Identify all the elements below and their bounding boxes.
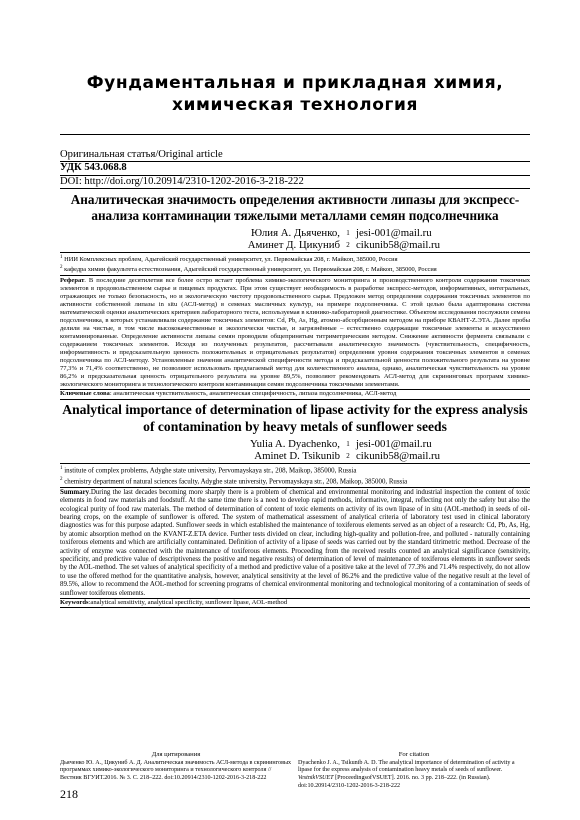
- affiliation-text: chemistry department of natural sciences faculty, Adyghe state university, Pervomayskaya str., 208, Maikop, 385000, Russia: [62, 478, 408, 486]
- keywords-ru: [60, 390, 530, 398]
- affiliations-en: [60, 465, 530, 487]
- affiliation-mark: 2: [60, 265, 63, 271]
- citation-en: [298, 751, 530, 791]
- affiliation-mark: 1: [60, 465, 63, 471]
- keywords-label: Ключевые слова: [60, 390, 110, 398]
- affiliation-line: [60, 465, 530, 476]
- page-number: 218: [60, 787, 78, 801]
- abstract-text: .During the last decades becoming more sharply there is a problem of chemical and environmental monitoring and industrial inspection the content of toxic elements in food raw materials and foodstuff. At the same time there is a need to develop rapid methods, informative, integral, reflecting not only the safety but also the ecological purity of food raw materials. The method of determination of content of toxic elements on activity of its own lipase of in situ (AOL-method) in seeds of oil-bearing crops, on the example of sunflower is offered. The system of mathematical assessment of analytical criteria of laboratory test used in clinical laboratory diagnostics was for this purpose adapted. Sunflower seeds in which established the maintenance of toxiferous elements served as an object of a research: Cd, Pb, As, Hg, by atomic absorption method on the KVANT-Z.ETA device. Further tests divided on clear, including high-quality and pollution-free, and polluted - naturally containing toxiferous elements and which are artificially contaminated. Definition of activity of a lipase of seeds was carried out by the standard titrimetric method. Decrease of the activity of enzyme was connected with the maintenance of toxiferous elements. Proceeding from the received results counted an analytical significance (sensitivity, specificity, and predictive value of descriptiveness the positive and negative results) of determination of level of maintenance of toxiferous elements in sunflower seeds by the AOL-method. The set values of analytical specificity of a method and predictive value of a positive take at the level of 77.3% and 71.4% respectively, do not allow to use the offered method for the quantitative analysis, however, analytical sensitivity at the level of 86.2% and the predictive value of the negative result at the level of 89.5%, allow to recommend the AOL-method for screening programs of chemical environmental monitoring and technological monitoring of a contamination of seeds of sunflower toxiferous elements.: [60, 488, 530, 597]
- citation-text: Дьяченко Ю. А., Цикуниб А. Д. Аналитическая значимость АСЛ-метода в скрининговых программах химико-экологического мониторинга и технологического контроля // Вестник ВГУИТ.2016. № 3. С. 218–222. doi:10.20914/2310-1202-2016-3-218-222: [60, 759, 292, 782]
- authors-en: [224, 438, 530, 463]
- divider: [60, 252, 530, 253]
- affiliations-ru: [60, 254, 530, 275]
- author-email[interactable]: jesi-001@mail.ru: [356, 226, 432, 239]
- affiliation-text: НИИ Комплексных проблем, Адыгейский государственный университет, ул. Первомайская 208, г. Майкоп, 385000, Россия: [62, 256, 398, 264]
- citation-heading: Для цитирования: [151, 751, 201, 758]
- abstract-label: Реферат: [60, 276, 85, 284]
- article-page: [60, 0, 530, 608]
- author-affiliation-mark: 1: [346, 228, 350, 237]
- keywords-en: [60, 599, 530, 607]
- abstract-label: Summary: [60, 488, 90, 496]
- udk-code: УДК 543.068.8: [60, 162, 127, 174]
- citation-text-pre: Dyachenko J. A., Tsikunib A. D. The analytical importance of determination of activity a lipase for the express analysis of contamination heavy metals of seeds of sunflower.: [298, 759, 515, 774]
- author-row: [224, 239, 530, 252]
- author-row: [224, 450, 530, 463]
- citation-ru: [60, 751, 292, 791]
- affiliation-mark: 1: [60, 255, 63, 261]
- article-meta: [60, 149, 530, 189]
- keywords-text: : аналитическая чувствительность, аналитическая специфичность, липаза подсолнечника, АСЛ-метод: [109, 390, 397, 398]
- journal-heading-line2: химическая технология: [171, 95, 419, 115]
- article-type: Оригинальная статья/Original article: [60, 149, 223, 160]
- divider: [60, 463, 530, 464]
- citation-block: [60, 751, 530, 791]
- affiliation-mark: 2: [60, 476, 63, 482]
- author-row: [224, 438, 530, 451]
- citation-journal: VestnikVSUET: [298, 775, 334, 782]
- journal-section-heading: [60, 72, 530, 116]
- divider: [60, 487, 530, 488]
- citation-text-post: [ProceedingsofVSUET]. 2016. no. 3 pp. 218–222. (in Russian). doi:10.20914/2310-1202-2016-3-218-222: [298, 775, 491, 789]
- affiliation-line: [60, 264, 530, 274]
- title-en: Analytical importance of determination of lipase activity for the express analysis of contamination by heavy metals of sunflower seeds: [62, 401, 528, 434]
- author-affiliation-mark: 2: [346, 241, 350, 250]
- journal-heading-line1: Фундаментальная и прикладная химия,: [86, 73, 504, 93]
- title-ru: Аналитическая значимость определения активности липазы для экспресс-анализа контаминации тяжелыми металлами семян подсолнечника: [70, 191, 520, 223]
- author-name: Aminet D. Tsikunib: [254, 450, 340, 463]
- citation-text: [298, 760, 530, 791]
- heading-divider: [60, 134, 530, 135]
- affiliation-text: кафедра химии факультета естествознания, Адыгейский государственный университет, ул. Первомайская 208, г. Майкоп, 385000, Россия: [62, 266, 437, 274]
- author-email[interactable]: cikunib58@mail.ru: [356, 450, 441, 463]
- abstract-en: [60, 489, 530, 598]
- keywords-label: Keywords: [60, 599, 89, 607]
- abstract-ru: [60, 277, 530, 390]
- citation-heading: For citation: [398, 751, 430, 758]
- author-email[interactable]: jesi-001@mail.ru: [356, 437, 432, 450]
- abstract-text: . В последние десятилетия все более остро встает проблема химико-экологического мониторинга и производственного контроля содержания токсичных элементов в продовольственном сырье и пищевых продуктах. При этом существует необходимость в разработке экспресс-методов, информативных, интегральных, отражающих не только безопасность, но и экологическую чистоту продовольственного сырья. Предложен метод определения содержания токсичных элементов по активности собственной липазы in situ (АСЛ-метод) в семенах масличных культур, на примере подсолнечника. С этой целью была адаптирована система математической оценки аналитических критериев лабораторного теста, используемая в клинико-лабораторной диагностике. Объектом исследования послужили семена подсолнечника, в которых устанавливали содержание токсичных элементов: Cd, Pb, As, Hg, атомно-абсорбционным методом на приборе КВАНТ-Z.ЭТА. Далее пробы делили на чистые, в том числе высококачественные и экологически чистые, и загрязнённые – естественно содержащие токсичные элементы и искусственно контаминированные. Определение активности липазы семян проводили общепринятым титриметрическим методом. Снижение активности фермента связывали с содержанием токсичных элементов. Исходя из полученных результатов, рассчитывали аналитическую значимость (чувствительность, специфичность, информативность и предсказательную ценность положительных и отрицательных результатов) определения уровня содержания токсичных элементов в семенах подсолнечника по АСЛ-методу. Установленные значения аналитической специфичности метода и предсказательной ценности положительного результата на уровне 77,3% и 71,4% соответственно, не позволяют использовать предлагаемый метод для количественного анализа, однако, аналитическая чувствительность на уровне 86,2% и предсказательная ценность отрицательного результата на уровне 89,5%, позволяют рекомендовать АСЛ-метод для скрининговых программ химико-экологического мониторинга и технологического контроля контаминации семян подсолнечника токсичными элементами.: [60, 276, 530, 389]
- authors-ru: [224, 227, 530, 252]
- keywords-text: :analytical sensitivity, analytical specificity, sunflower lipase, AOL-method: [88, 599, 288, 607]
- author-name: Юлия А. Дьяченко,: [250, 226, 340, 239]
- affiliation-line: [60, 476, 530, 487]
- divider: [60, 607, 530, 608]
- affiliation-line: [60, 254, 530, 264]
- divider: [60, 275, 530, 276]
- author-affiliation-mark: 2: [346, 452, 350, 461]
- affiliation-text: institute of complex problems, Adyghe state university, Pervomayskaya str., 208, Maikop, 385000, Russia: [62, 467, 357, 475]
- author-name: Аминет Д. Цикуниб: [247, 239, 340, 252]
- meta-divider: [60, 188, 530, 189]
- author-name: Yulia A. Dyachenko,: [250, 437, 340, 450]
- author-affiliation-mark: 1: [346, 439, 350, 448]
- author-row: [224, 227, 530, 240]
- doi-link[interactable]: DOI: http://doi.org/10.20914/2310-1202-2016-3-218-222: [60, 175, 304, 187]
- divider: [60, 399, 530, 400]
- author-email[interactable]: cikunib58@mail.ru: [356, 239, 441, 252]
